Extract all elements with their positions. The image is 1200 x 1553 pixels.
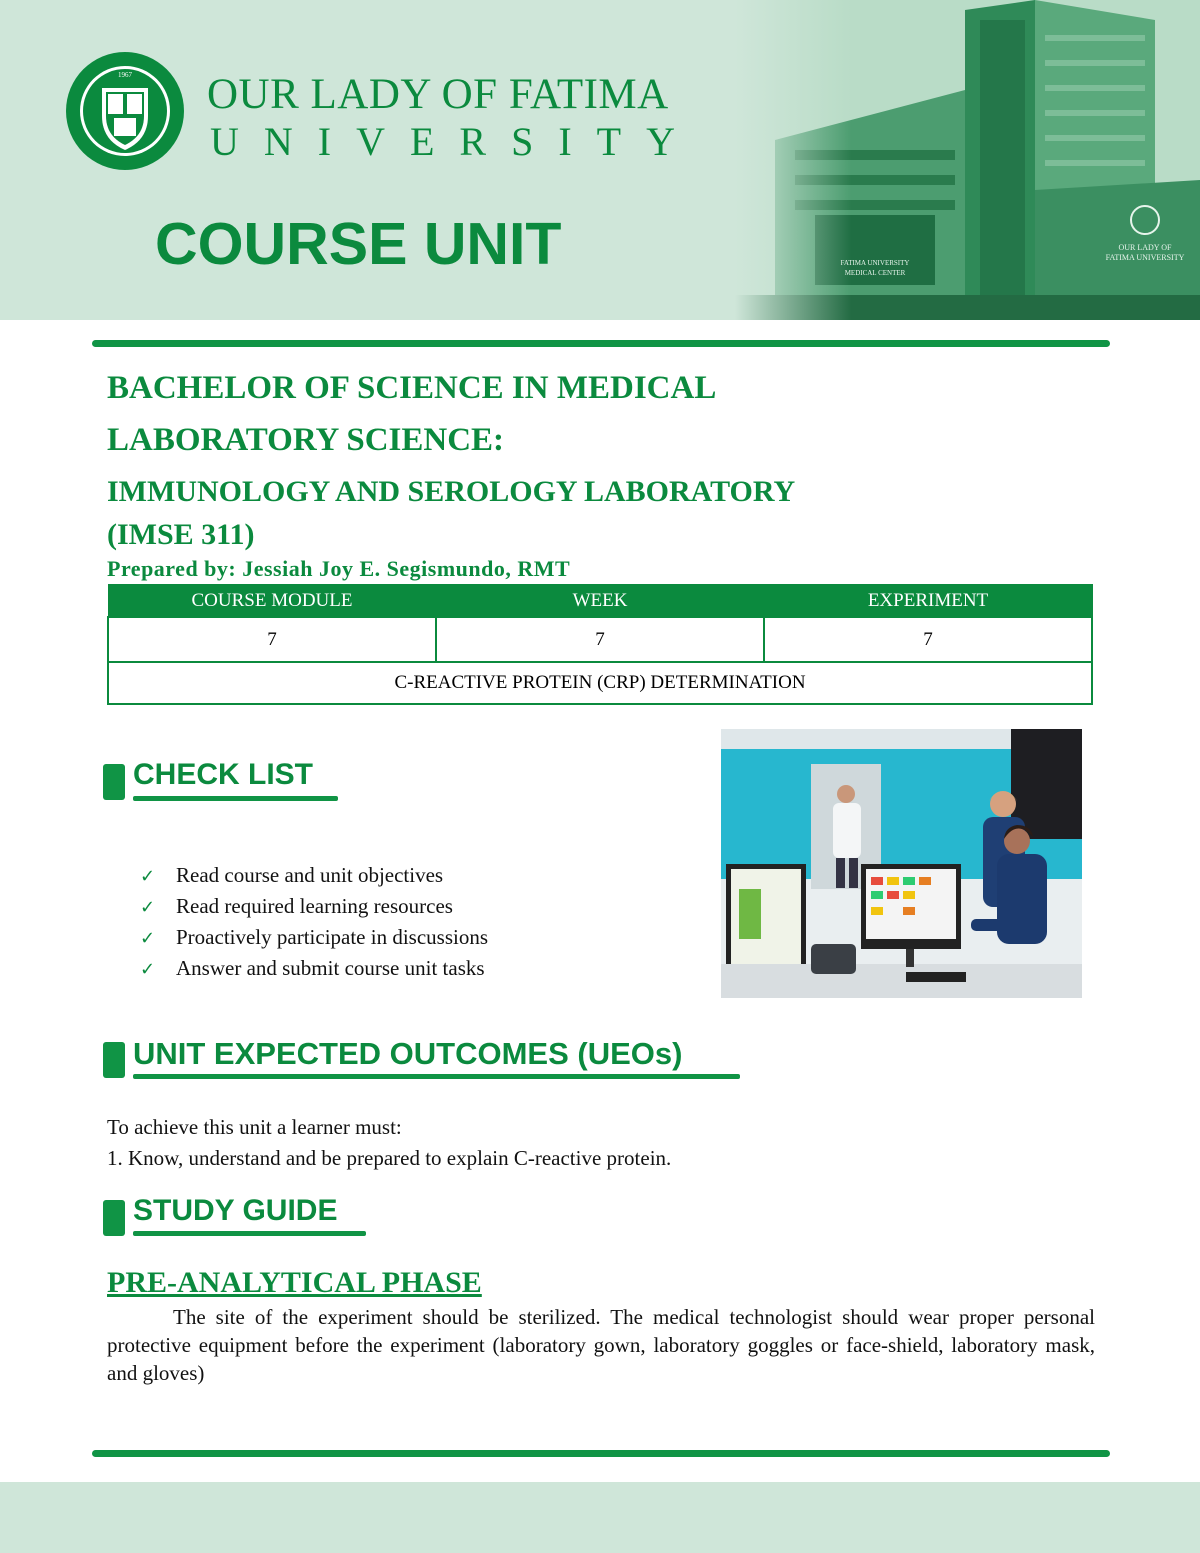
header-banner	[0, 0, 1200, 320]
module-table	[107, 584, 1093, 705]
checklist-heading-label: CHECK LIST	[133, 758, 313, 791]
section-bar-icon	[103, 1200, 125, 1236]
university-name-line1: OUR LADY OF FATIMA	[207, 71, 669, 118]
table-header: COURSE MODULE	[108, 585, 436, 618]
course-title: IMMUNOLOGY AND SEROLOGY LABORATORY	[107, 475, 796, 508]
lab-photo	[721, 729, 1082, 998]
program-title-line2: LABORATORY SCIENCE:	[107, 422, 505, 458]
check-icon: ✓	[140, 897, 156, 918]
list-item-text: Answer and submit course unit tasks	[176, 956, 485, 980]
list-item-text: Read required learning resources	[176, 894, 453, 918]
svg-text:1967: 1967	[118, 71, 132, 79]
prepared-by: Prepared by: Jessiah Joy E. Segismundo, RMT	[107, 556, 571, 581]
study-guide-heading-label: STUDY GUIDE	[133, 1194, 338, 1227]
outcomes-item-1: 1. Know, understand and be prepared to explain C-reactive protein.	[107, 1146, 672, 1170]
table-header-row	[108, 585, 1092, 618]
section-bar-icon	[103, 1042, 125, 1078]
phase-paragraph: The site of the experiment should be sterilized. The medical technologist should wear proper personal protective equipment before the experiment (laboratory gown, laboratory goggles or face-shield, laboratory mask, and gloves)	[107, 1305, 1095, 1385]
heading-underline	[133, 1231, 366, 1236]
table-cell-week: 7	[436, 617, 764, 662]
table-header: WEEK	[436, 585, 764, 618]
table-cell-topic: C-REACTIVE PROTEIN (CRP) DETERMINATION	[108, 662, 1092, 704]
bottom-divider	[92, 1450, 1110, 1457]
phase-title: PRE-ANALYTICAL PHASE	[107, 1266, 482, 1299]
list-item	[140, 953, 488, 984]
program-title-line1: BACHELOR OF SCIENCE IN MEDICAL	[107, 370, 717, 406]
check-icon: ✓	[140, 866, 156, 887]
list-item	[140, 891, 488, 922]
list-item-text: Proactively participate in discussions	[176, 925, 489, 949]
checklist	[140, 860, 488, 984]
check-icon: ✓	[140, 959, 156, 980]
heading-underline	[133, 796, 338, 801]
university-name-line2: UNIVERSITY	[210, 119, 700, 164]
university-seal-icon	[64, 50, 186, 172]
check-icon: ✓	[140, 928, 156, 949]
top-divider	[92, 340, 1110, 347]
course-unit-title: COURSE UNIT	[155, 211, 562, 277]
outcomes-heading-label: UNIT EXPECTED OUTCOMES (UEOs)	[133, 1036, 683, 1071]
list-item	[140, 860, 488, 891]
outcomes-intro: To achieve this unit a learner must:	[107, 1115, 402, 1139]
table-row	[108, 617, 1092, 662]
table-header: EXPERIMENT	[764, 585, 1092, 618]
table-cell-experiment: 7	[764, 617, 1092, 662]
table-cell-module: 7	[108, 617, 436, 662]
list-item	[140, 922, 488, 953]
course-code: (IMSE 311)	[107, 518, 255, 551]
heading-underline	[133, 1074, 740, 1079]
list-item-text: Read course and unit objectives	[176, 863, 444, 887]
building-illustration	[735, 0, 1200, 320]
footer-band	[0, 1482, 1200, 1553]
table-row	[108, 662, 1092, 704]
section-bar-icon	[103, 764, 125, 800]
